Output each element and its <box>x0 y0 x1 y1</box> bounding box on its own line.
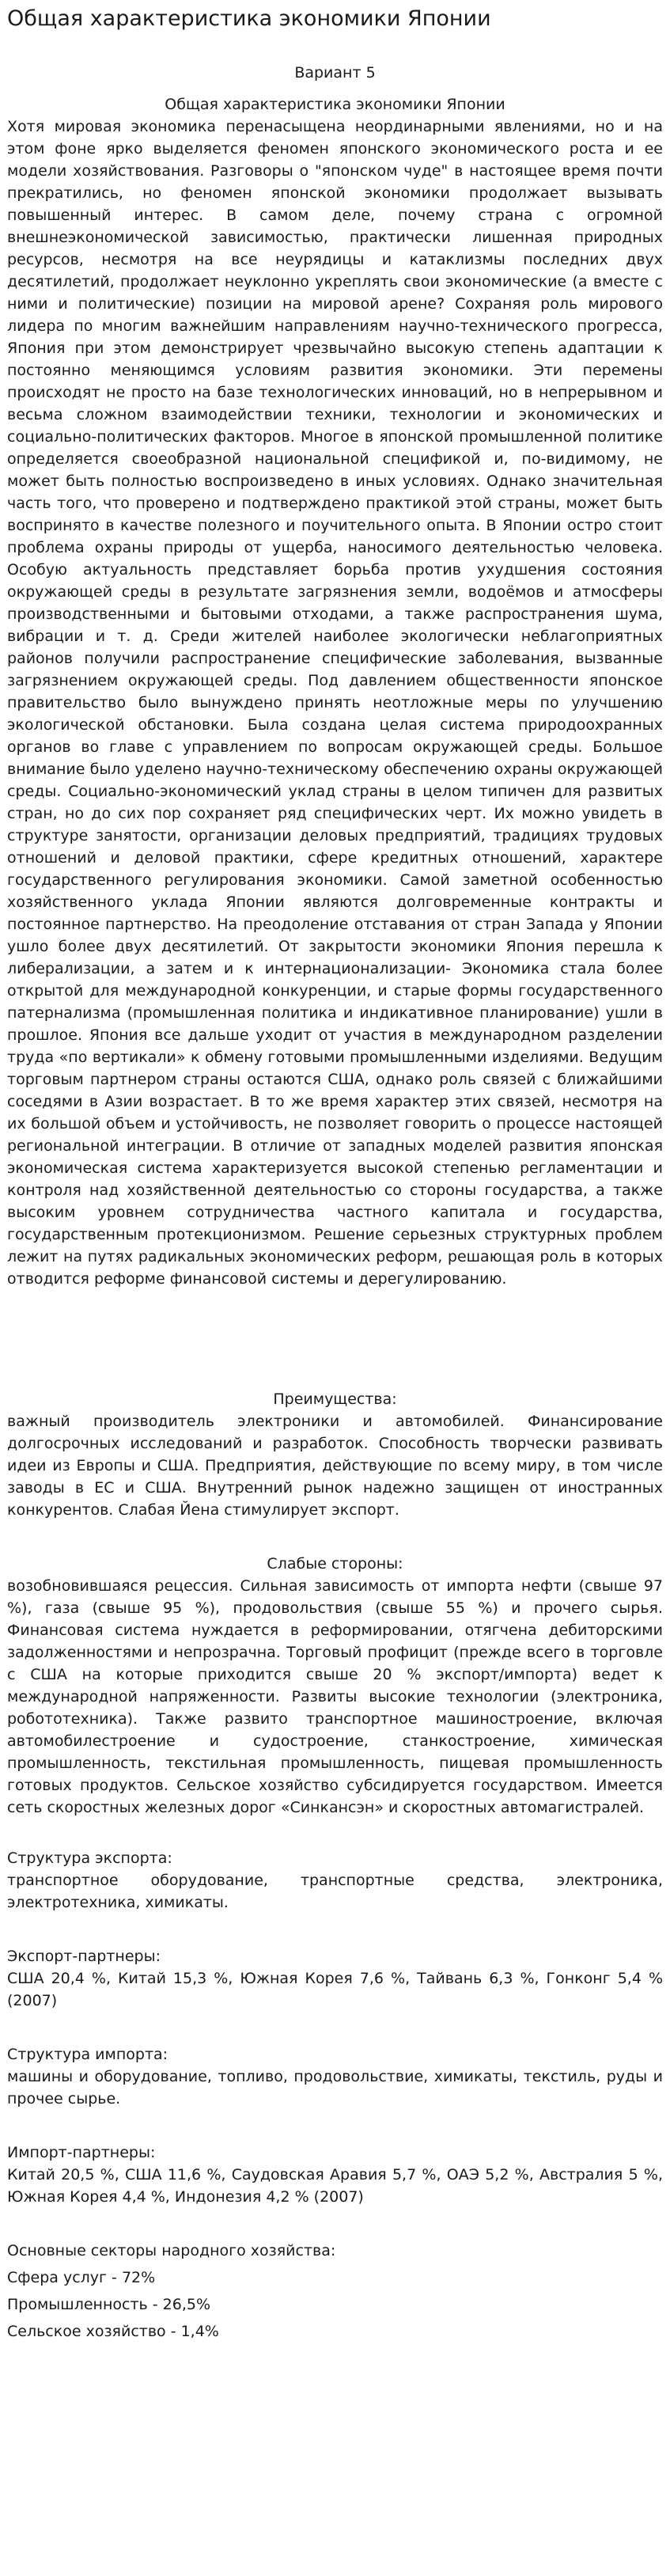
intro-paragraph: Хотя мировая экономика перенасыщена неординарными явлениями, но и на этом фоне ярко выделяется феномен японского экономического роста и ее модели хозяйствования. Разговоры о "японском чуде" в настоящее время почти прекратились, но феномен японской экономики продолжает вызывать повышенный интерес. В самом деле, почему страна с огромной внешнеэкономической зависимостью, практически лишенная природных ресурсов, несмотря на все неурядицы и катаклизмы последних двух десятилетий, продолжает неуклонно укреплять свои экономические (а вместе с ними и политические) позиции на мировой арене? Сохраняя роль мирового лидера по многим важнейшим направлениям научно-технического прогресса, Япония при этом демонстрирует чрезвычайно высокую степень адаптации к постоянно меняющимся условиям развития экономики. Эти перемены происходят не просто на базе технологических инноваций, но в непрерывном и весьма сложном взаимодействии техники, технологии и экономических и социально-политических факторов. Многое в японской промышленной политике определяется своеобразной национальной спецификой и, по-видимому, не может быть полностью воспроизведено в иных условиях. Однако значительная часть того, что проверено и подтверждено практикой этой страны, может быть воспринято в качестве полезного и поучительного опыта. В Японии остро стоит проблема охраны природы от ущерба, наносимого деятельностью человека. Особую актуальность представляет борьба против ухудшения состояния окружающей среды в результате загрязнения земли, водоёмов и атмосферы производственными и бытовыми отходами, а также распространения шума, вибрации и т. д. Среди жителей наиболее экологически неблагоприятных районов получили распространение специфические заболевания, вызванные загрязнением окружающей среды. Под давлением общественности японское правительство было вынуждено принять неотложные меры по улучшению экологической обстановки. Была создана целая система природоохранных органов во главе с управлением по вопросам окружающей среды. Большое внимание было уделено научно-техническому обеспечению охраны окружающей среды. Социально-экономический уклад страны в целом типичен для развитых стран, но до сих пор сохраняет ряд специфических черт. Их можно увидеть в структуре занятости, организации деловых предприятий, традициях трудовых отношений и деловой практики, сфере кредитных отношений, характере государственного регулирования экономики. Самой заметной особенностью хозяйственного уклада Японии являются долговременные контракты и постоянное партнерство. На преодоление отставания от стран Запада у Японии ушло более двух десятилетий. От закрытости экономики Япония перешла к либерализации, а затем и к интернационализации- Экономика стала более открытой для международной конкуренции, и старые формы государственного патернализма (промышленная политика и индикативное планирование) ушли в прошлое. Япония все дальше уходит от участия в международном разделении труда «по вертикали» к обмену готовыми промышленными изделиями. Ведущим торговым партнером страны остаются США, однако роль связей с ближайшими соседями в Азии возрастает. В то же время характер этих связей, несмотря на их большой объем и устойчивость, не позволяет говорить о процессе настоящей региональной интеграции. В отличие от западных моделей развития японская экономическая система характеризуется высокой степенью регламентации и контроля над хозяйственной деятельностью со стороны государства, а также высоким уровнем сотрудничества частного капитала и государства, государственным протекционизмом. Решение серьезных структурных проблем лежит на путях радикальных экономических реформ, решающая роль в которых отводится реформе финансовой системы и дерегулированию. <box>7 118 663 1288</box>
import-structure-heading: Структура импорта: <box>7 2046 168 2063</box>
export-structure-heading: Структура экспорта: <box>7 1849 172 1867</box>
sector-item-services: Сфера услуг - 72% <box>7 2269 156 2286</box>
advantages-heading: Преимущества: <box>273 1390 397 1408</box>
weaknesses-heading: Слабые стороны: <box>267 1555 403 1573</box>
document-page <box>0 5 670 2343</box>
document-title: Общая характеристика экономики Японии <box>7 6 491 31</box>
sectors-heading: Основные секторы народного хозяйства: <box>7 2242 336 2259</box>
export-partners-heading: Экспорт-партнеры: <box>7 1948 161 1965</box>
export-structure-text: транспортное оборудование, транспортные средства, электроника, электротехника, химикаты. <box>7 1872 663 1911</box>
sector-item-agriculture: Сельское хозяйство - 1,4% <box>7 2323 219 2340</box>
weaknesses-paragraph: возобновившаяся рецессия. Сильная зависимость от импорта нефти (свыше 97 %), газа (свыше 95 %), продовольствия (свыше 55 %) и прочего сырья. Финансовая система нуждается в реформировании, отягчена дебиторскими задолженностями и непрозрачна. Торговый профицит (прежде всего в торговле с США на которые приходится свыше 20 % экспорт/импорта) ведет к международной напряженности. Развиты высокие технологии (электроника, робототехника). Также развито транспортное машиностроение, включая автомобилестроение и судостроение, станкостроение, химическая промышленность, текстильная промышленность, пищевая промышленность готовых продуктов. Сельское хозяйство субсидируется государством. Имеется сеть скоростных железных дорог «Синкансэн» и скоростных автомагистралей. <box>7 1577 663 1816</box>
import-partners-heading: Импорт-партнеры: <box>7 2144 156 2161</box>
variant-label: Вариант 5 <box>294 64 376 82</box>
document-subtitle: Общая характеристика экономики Японии <box>165 96 505 113</box>
import-structure-text: машины и оборудование, топливо, продовольствие, химикаты, текстиль, руды и прочее сырье. <box>7 2068 663 2107</box>
sector-item-industry: Промышленность - 26,5% <box>7 2296 211 2313</box>
export-partners-text: США 20,4 %, Китай 15,3 %, Южная Корея 7,6 %, Тайвань 6,3 %, Гонконг 5,4 % (2007) <box>7 1970 663 2009</box>
advantages-paragraph: важный производитель электроники и автомобилей. Финансирование долгосрочных исследований и разработок. Способность творчески развивать идеи из Европы и США. Предприятия, действующие по всему миру, в том числе заводы в ЕС и США. Внутренний рынок надежно защищен от иностранных конкурентов. Слабая Йена стимулирует экспорт. <box>7 1413 663 1519</box>
import-partners-text: Китай 20,5 %, США 11,6 %, Саудовская Аравия 5,7 %, ОАЭ 5,2 %, Австралия 5 %, Южная Корея 4,4 %, Индонезия 4,2 % (2007) <box>7 2166 663 2206</box>
